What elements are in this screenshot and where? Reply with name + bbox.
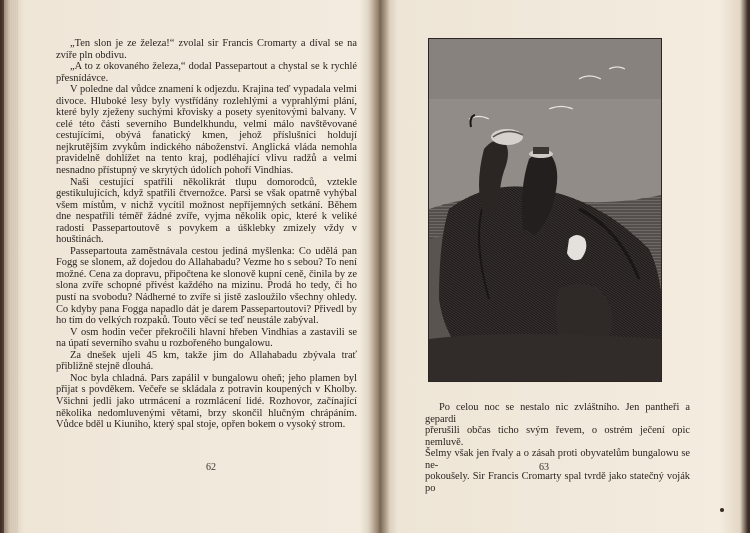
paragraph: Passepartouta zaměstnávala cestou jediná myšlenka: Co udělá pan Fogg se slonem, až dojedou do Allahabadu? Vezme ho s sebou? To není možné. Cena za dopravu, připočtena ke slonově kupní ceně, činila by ze slona zvíře schopné přivést každého na mizinu. Prodá ho tedy, či ho pustí na svobodu? Nádherné to zvíře si jistě zasloužilo všechny ohledy. Co kdyby pana Fogga napadlo dát je darem Passepartoutovi? Přivedl by ho tím do velkých rozpaků. Touto věcí se teď neustále zabýval.	[56, 245, 357, 327]
book-gutter	[368, 0, 390, 533]
right-page-text	[425, 402, 690, 494]
paragraph: V poledne dal vůdce znamení k odjezdu. Krajina teď vypadala velmi divoce. Hluboké lesy byly vystřídány rozlehlými a vyprahlými plání, které byly zježeny suchými křovisky a posety syenitovými balvany. V celé této části severního Bundelkhundu, velmi málo navštěvované cestujícími, obývá fanatický kmen, jehož příslušníci holdují nejkrutějším zvykům indického náboženství. Anglická vláda nemohla pravidelně dohlížet na tento kraj, podléhající vlivu radžů a velmi nesnadno přístupný ve skrytých údolích pohoří Vindhias.	[56, 84, 357, 177]
paragraph: Naši cestující spatřili několikrát tlupu domorodců, vztekle gestikulujících, když spatřili čtvernožce. Parsi se však opatrně vyhýbal všem místům, v nichž vycítil možnost nepříjemných setkání. Během dne nespatřili téměř žádné zvíře, vyjma několik opic, které k veliké radosti Passepartoutově s povykem a úšklebky zmizely vždy v houštinách.	[56, 176, 357, 246]
paragraph: Noc byla chladná. Pars zapálil v bungalowu oheň; jeho plamen byl přijat s povděkem. Večeře se skládala z potravin koupených v Kholby. Všichni jedli jako utrmácení a rozmlácení lidé. Rozhovor, začínající několika nedomluvenými větami, brzy skončil hlučným chrápáním. Vůdce bděl u Kiuniho, který spal stoje, opřen bokem o vysoký strom.	[56, 372, 357, 431]
text-line: Po celou noc se nestalo nic zvláštního. Jen pantheři a gepardi	[425, 402, 690, 425]
paragraph: Za dnešek ujeli 45 km, takže jim do Allahabadu zbývala trať přibližně stejně dlouhá.	[56, 349, 357, 373]
text-line: Šelmy však jen řvaly a o zásah proti obyvatelům bungalowu se ne-	[425, 448, 690, 471]
text-line: pokoušely. Sir Francis Cromarty spal tvrdě jako statečný voják po	[425, 471, 690, 494]
page-number-right: 63	[539, 462, 549, 473]
page-number-left: 62	[206, 462, 216, 473]
paragraph: „A to z okovaného železa,“ dodal Passepartout a chystal se k rychlé přesnídávce.	[56, 61, 357, 84]
page-edges	[4, 0, 18, 533]
ink-speck	[720, 508, 724, 512]
paragraph: „Ten slon je ze železa!“ zvolal sir Francis Cromarty a díval se na zvíře pln obdivu.	[56, 38, 357, 61]
engraving-illustration	[428, 38, 662, 382]
left-page-text	[56, 38, 357, 431]
paragraph	[425, 402, 690, 494]
paragraph: V osm hodin večer překročili hlavní hřeben Vindhias a zastavili se na úpatí severního svahu u rozbořeného bungalowu.	[56, 326, 357, 350]
text-line: přerušili občas ticho svým řevem, o ostrém ječení opic nemluvě.	[425, 425, 690, 448]
